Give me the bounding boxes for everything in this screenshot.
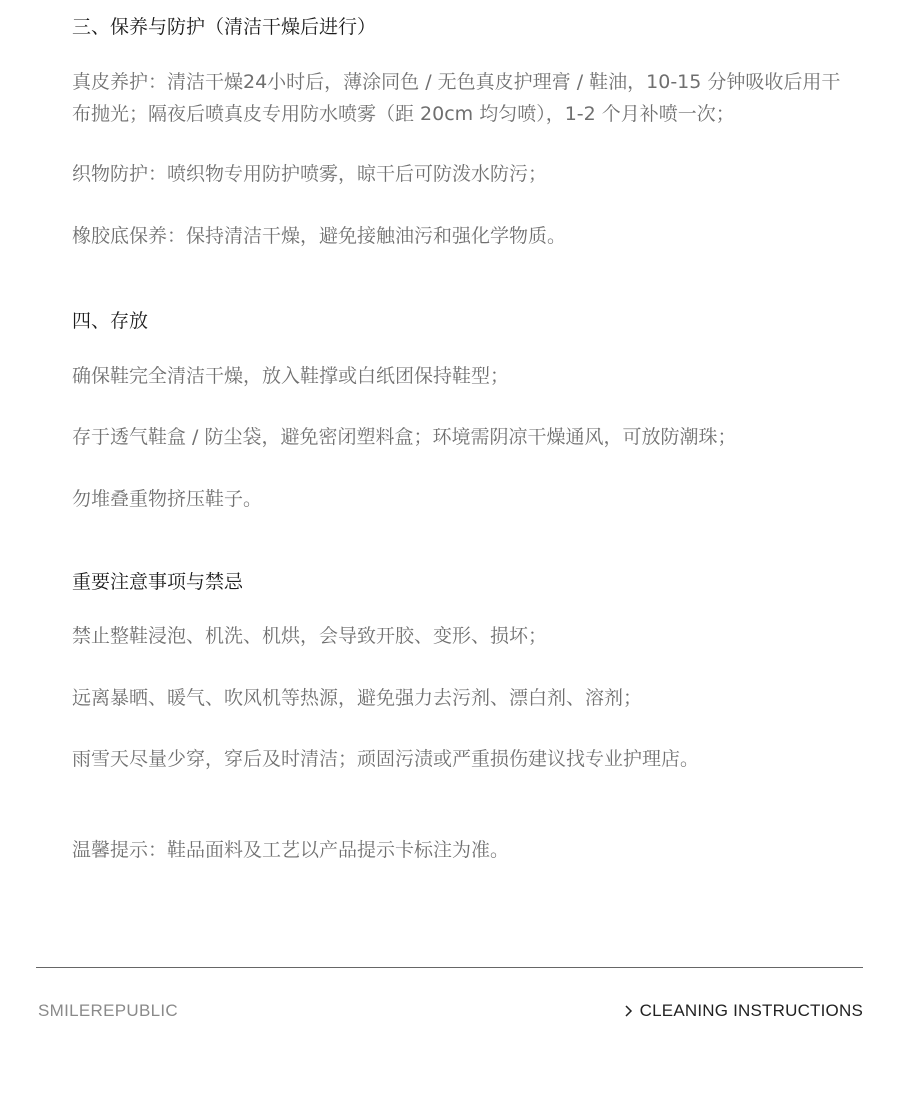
paragraph-storage-1: 确保鞋完全清洁干燥，放入鞋撑或白纸团保持鞋型； bbox=[72, 365, 510, 387]
paragraph-leather-care: 真皮养护：清洁干燥24小时后，薄涂同色 / 无色真皮护理膏 / 鞋油，10-15 分钟吸收后用干布抛光；隔夜后喷真皮专用防水喷雾（距 20cm 均匀喷），1-2 个月补喷一次； bbox=[72, 71, 841, 125]
footer-divider bbox=[36, 967, 863, 968]
paragraph-caution-1: 禁止整鞋浸泡、机洗、机烘，会导致开胶、变形、损坏； bbox=[72, 625, 548, 647]
paragraph-caution-2: 远离暴晒、暖气、吹风机等热源，避免强力去污剂、漂白剂、溶剂； bbox=[72, 687, 643, 709]
section-title-cautions: 重要注意事项与禁忌 bbox=[72, 571, 244, 593]
section-title-care: 三、保养与防护（清洁干燥后进行） bbox=[72, 16, 377, 38]
paragraph-caution-3: 雨雪天尽量少穿，穿后及时清洁；顽固污渍或严重损伤建议找专业护理店。 bbox=[72, 748, 700, 770]
cleaning-instructions-label: CLEANING INSTRUCTIONS bbox=[639, 1001, 863, 1020]
paragraph-storage-3: 勿堆叠重物挤压鞋子。 bbox=[72, 488, 263, 510]
chevron-right-icon bbox=[623, 1004, 634, 1018]
tip-note: 温馨提示：鞋品面料及工艺以产品提示卡标注为准。 bbox=[72, 839, 510, 861]
cleaning-instructions-link[interactable] bbox=[623, 1000, 863, 1022]
paragraph-rubber-sole-care: 橡胶底保养：保持清洁干燥，避免接触油污和强化学物质。 bbox=[72, 225, 567, 247]
paragraph-fabric-protection: 织物防护：喷织物专用防护喷雾，晾干后可防泼水防污； bbox=[72, 163, 548, 185]
brand-name: SMILEREPUBLIC bbox=[38, 1001, 178, 1020]
section-title-storage: 四、存放 bbox=[72, 310, 149, 332]
paragraph-storage-2: 存于透气鞋盒 / 防尘袋，避免密闭塑料盒；环境需阴凉干燥通风，可放防潮珠； bbox=[72, 426, 737, 448]
